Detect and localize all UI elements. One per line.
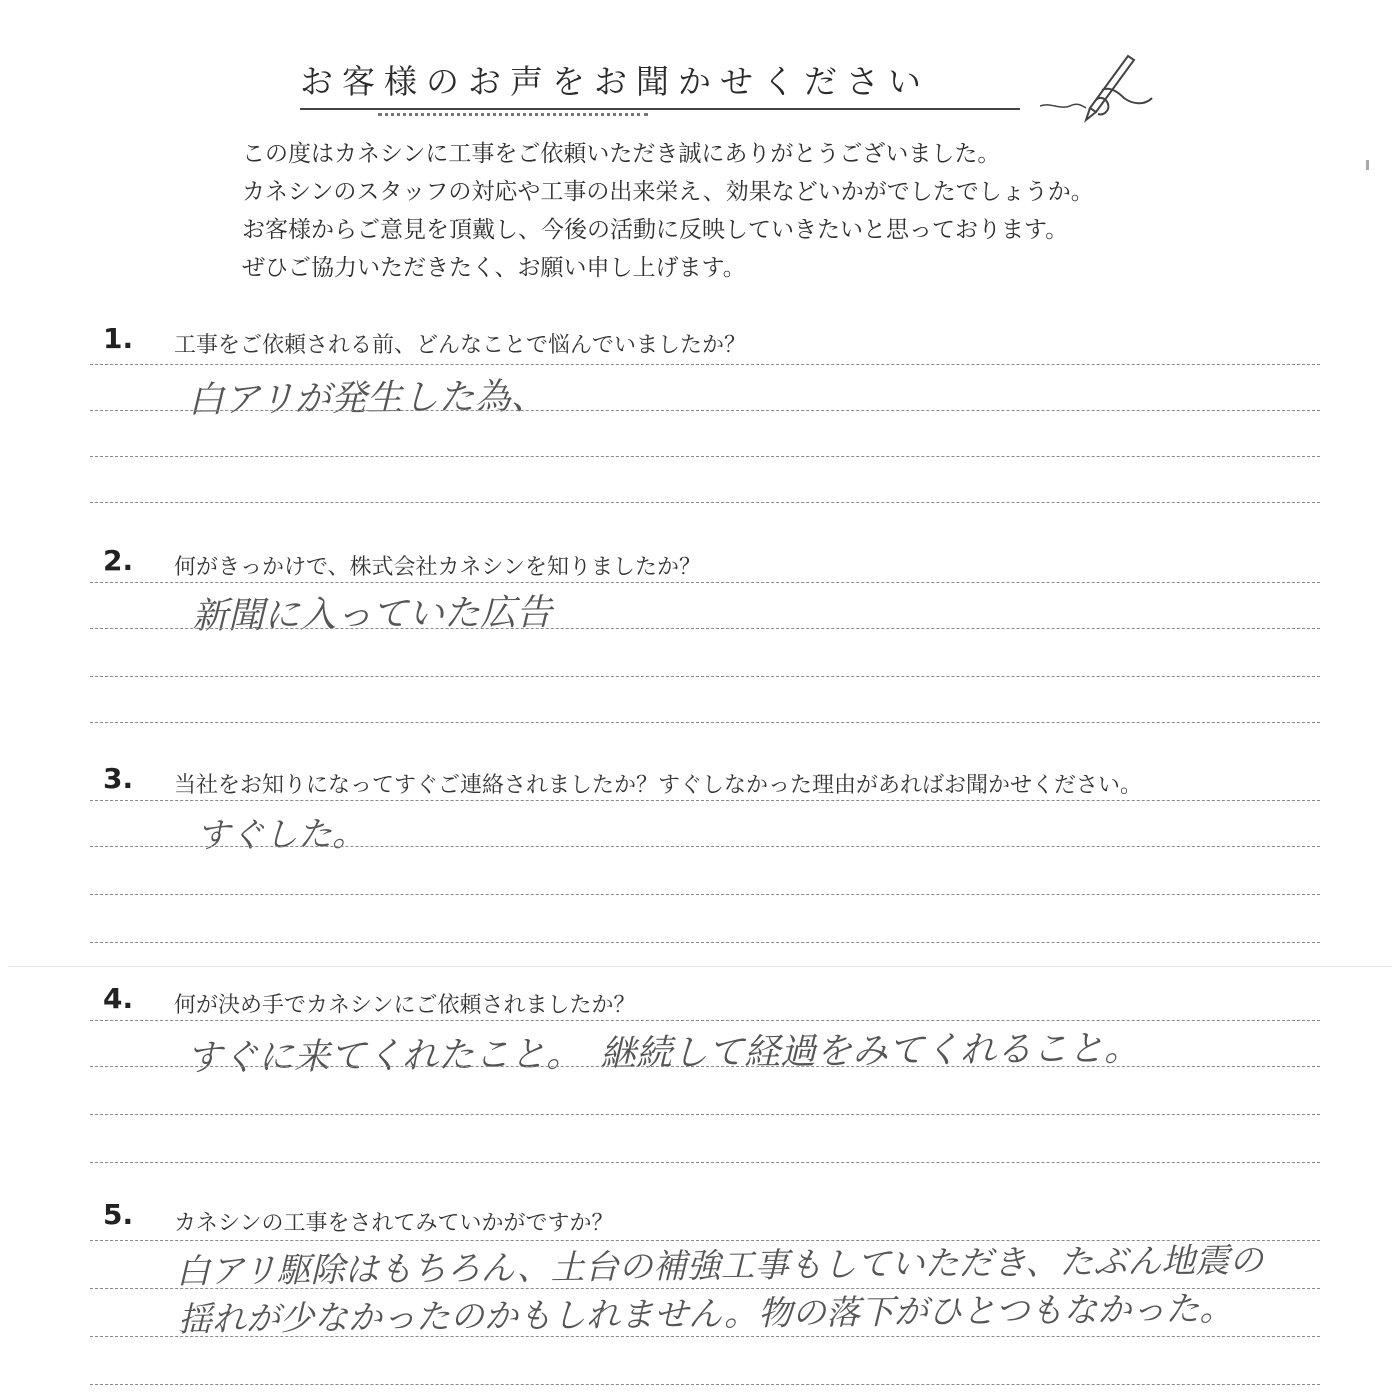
question-number: 4.: [103, 982, 134, 1015]
answer-rule: [90, 628, 1320, 629]
intro-line: カネシンのスタッフの対応や工事の出来栄え、効果などいかがでしたでしょうか。: [242, 179, 1094, 205]
title-dotted-mark: [378, 113, 648, 116]
answer-rule: [90, 582, 1320, 583]
margin-mark: [1366, 160, 1369, 170]
intro-line: この度はカネシンに工事をご依頼いただき誠にありがとうございました。: [242, 141, 1001, 167]
question-text: 何がきっかけで、株式会社カネシンを知りましたか？: [174, 555, 702, 580]
answer-rule: [90, 456, 1320, 457]
page-fold-line: [8, 966, 1392, 967]
answer-rule: [90, 410, 1320, 411]
question-number: 5.: [103, 1198, 134, 1231]
intro-line: ぜひご協力いただきたく、お願い申し上げます。: [242, 255, 746, 281]
question-text: 何が決め手でカネシンにご依頼されましたか？: [174, 993, 636, 1018]
answer-rule: [90, 846, 1320, 847]
handwritten-answer: すぐした。: [195, 814, 367, 856]
answer-rule: [90, 1162, 1320, 1163]
handwritten-answer: 白アリ駆除はもちろん、土台の補強工事もしていただき、たぶん地震の: [175, 1240, 1264, 1292]
handwritten-answer: 揺れが少なかったのかもしれません。物の落下がひとつもなかった。: [177, 1288, 1234, 1340]
handwritten-answer: すぐに来てくれたこと。 継続して経過をみてくれること。: [185, 1028, 1141, 1079]
survey-title: お客様のお声をお聞かせください: [300, 62, 930, 101]
answer-rule: [90, 1336, 1320, 1337]
pen-in-hand-icon: [1040, 48, 1160, 128]
question-number: 2.: [103, 544, 134, 577]
question-number: 1.: [103, 322, 134, 355]
question-text: 当社をお知りになってすぐご連絡されましたか？すぐしなかった理由があればお聞かせください。: [174, 773, 1143, 798]
answer-rule: [90, 1114, 1320, 1115]
intro-text: [242, 135, 1242, 287]
intro-line: お客様からご意見を頂戴し、今後の活動に反映していきたいと思っております。: [242, 217, 1069, 243]
answer-rule: [90, 800, 1320, 801]
answer-rule: [90, 676, 1320, 677]
answer-rule: [90, 894, 1320, 895]
title-underline: [300, 108, 1020, 110]
question-number: 3.: [103, 762, 134, 795]
answer-rule: [90, 722, 1320, 723]
answer-rule: [90, 502, 1320, 503]
question-text: 工事をご依頼される前、どんなことで悩んでいましたか？: [174, 333, 747, 358]
answer-rule: [90, 942, 1320, 943]
answer-rule: [90, 364, 1320, 365]
handwritten-answer: 新聞に入っていた広告: [191, 592, 553, 637]
answer-rule: [90, 1384, 1320, 1385]
question-text: カネシンの工事をされてみていかがですか？: [174, 1211, 614, 1236]
answer-rule: [90, 1066, 1320, 1067]
handwritten-answer: 白アリが発生した為、: [187, 376, 547, 421]
